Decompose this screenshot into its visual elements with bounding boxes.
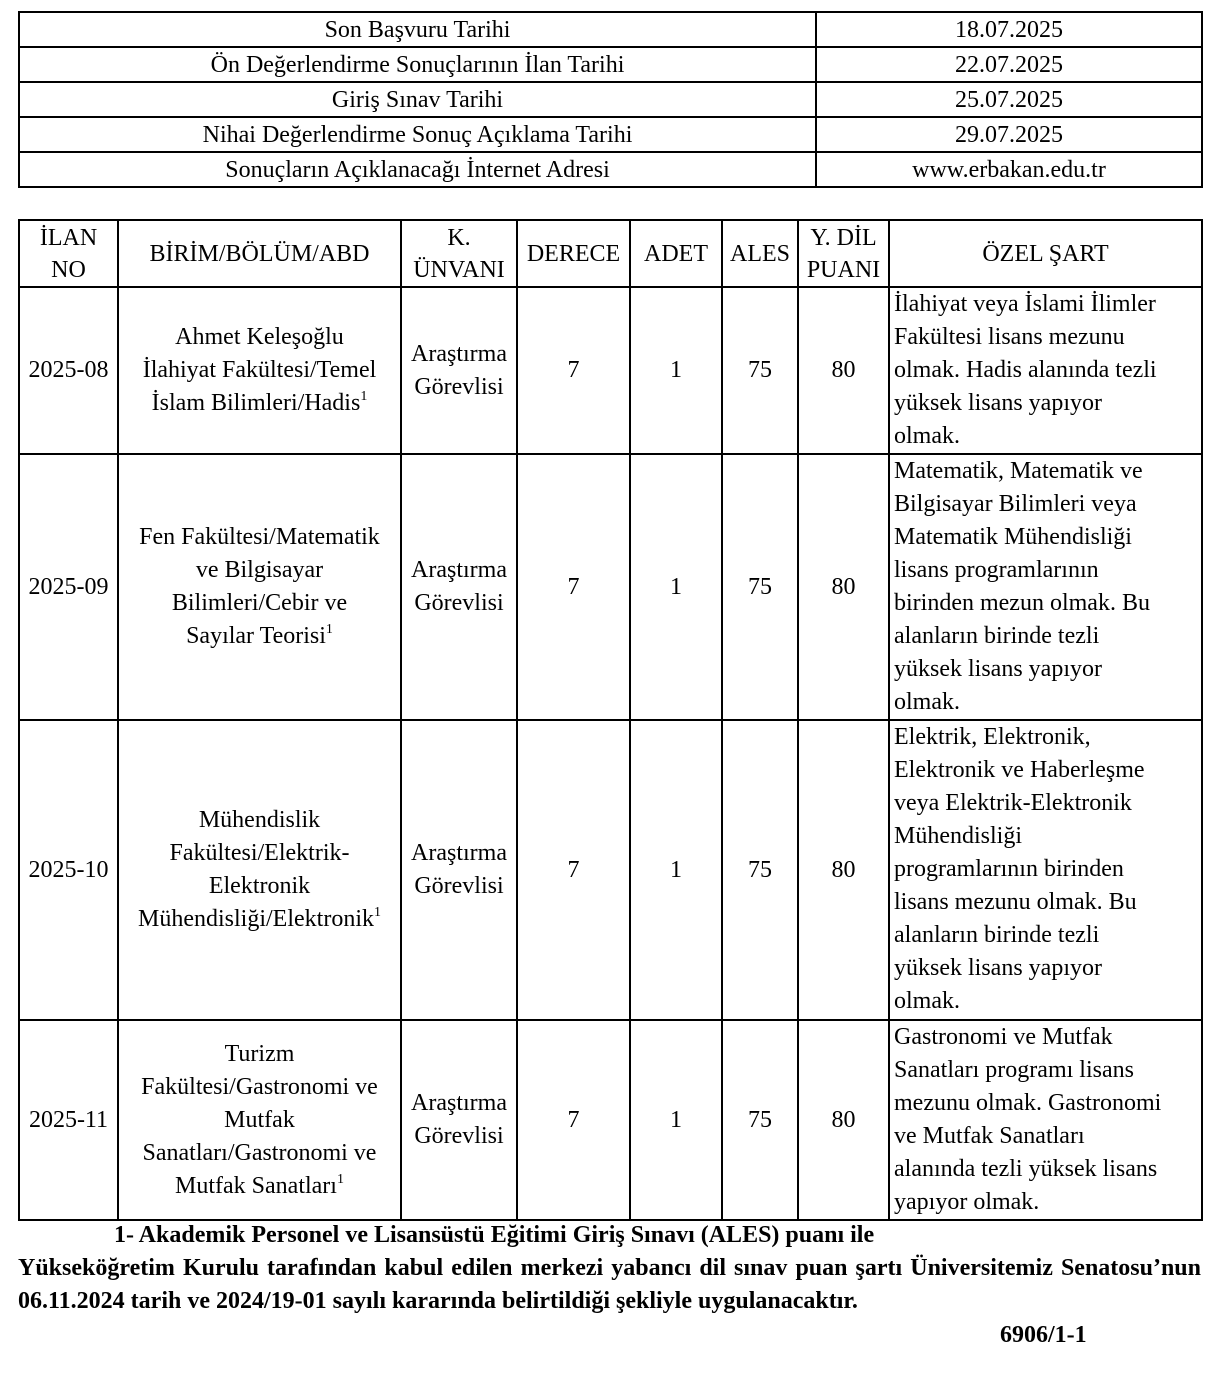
- unvan-cell: [401, 287, 517, 454]
- text-line: İlahiyat Fakültesi/Temel: [142, 357, 377, 383]
- col-header-ilan-no: İLAN NO: [19, 220, 118, 287]
- text-line: olmak.: [894, 689, 960, 715]
- date-value: 29.07.2025: [816, 117, 1202, 152]
- footnote-mark: 1: [360, 389, 368, 404]
- text-line: Görevlisi: [414, 873, 504, 899]
- col-header-dil-puani: Y. DİL PUANI: [798, 220, 889, 287]
- text-line: Görevlisi: [414, 1123, 504, 1149]
- footnote-mark: 1: [336, 1171, 344, 1187]
- footnote-mark: 1: [373, 905, 381, 920]
- text-line: Fakültesi lisans mezunu: [894, 324, 1125, 350]
- text-line: Araştırma: [411, 840, 507, 866]
- text-line: Görevlisi: [414, 373, 504, 400]
- date-row: [19, 117, 1202, 152]
- ales-cell: 75: [722, 1020, 798, 1220]
- text-line: alanında tezli yüksek lisans: [894, 1156, 1158, 1182]
- text-line: İslam Bilimleri/Hadis: [151, 390, 361, 416]
- position-row: [19, 287, 1202, 454]
- birim-cell: [118, 287, 401, 454]
- unvan-cell: [401, 1020, 517, 1220]
- birim-cell: [118, 1020, 401, 1220]
- date-label: Sonuçların Açıklanacağı İnternet Adresi: [19, 152, 816, 187]
- ilan-no-cell: 2025-08: [19, 287, 118, 454]
- ilan-no-cell: 2025-09: [19, 454, 118, 720]
- text-line: Elektronik ve Haberleşme: [894, 757, 1145, 783]
- adet-cell: 1: [630, 454, 722, 720]
- text-line: Sayılar Teorisi: [186, 623, 326, 649]
- dil-puani-cell: 80: [798, 1020, 889, 1220]
- unvan-cell: [401, 720, 517, 1020]
- col-header-birim: BİRİM/BÖLÜM/ABD: [118, 220, 401, 287]
- footnote-mark: 1: [325, 622, 333, 637]
- derece-cell: 7: [517, 720, 630, 1020]
- date-value: 22.07.2025: [816, 47, 1202, 82]
- text-line: Mühendisliği: [894, 823, 1023, 849]
- derece-cell: 7: [517, 1020, 630, 1220]
- text-line: mezunu olmak. Gastronomi: [894, 1090, 1162, 1116]
- date-row: [19, 47, 1202, 82]
- footnote-line-3: Senatosu’nun 06.11.2024 tarih ve 2024/19-01 sayılı kararında belirtildiği şekliyle uygulanacaktır.: [18, 1255, 1201, 1314]
- text-line: Araştırma: [411, 340, 507, 367]
- text-line: birinden mezun olmak. Bu: [894, 590, 1150, 616]
- text-line: olmak. Hadis alanında tezli: [894, 357, 1157, 383]
- text-line: Gastronomi ve Mutfak: [894, 1024, 1113, 1050]
- adet-cell: 1: [630, 287, 722, 454]
- ozel-sart-cell: [889, 287, 1202, 454]
- date-row: [19, 82, 1202, 117]
- date-label: Son Başvuru Tarihi: [19, 12, 816, 47]
- text-line: yüksek lisans yapıyor: [894, 656, 1102, 682]
- text-line: ve Mutfak Sanatları: [894, 1123, 1085, 1149]
- col-header-unvan: K. ÜNVANI: [401, 220, 517, 287]
- text-line: olmak.: [894, 423, 960, 449]
- text-line: alanların birinde tezli: [894, 623, 1100, 649]
- ozel-sart-cell: [889, 454, 1202, 720]
- birim-cell: [118, 720, 401, 1020]
- date-row: [19, 12, 1202, 47]
- text-line: olmak.: [894, 988, 960, 1014]
- text-line: Mutfak: [224, 1106, 295, 1133]
- ales-cell: 75: [722, 287, 798, 454]
- text-line: Sanatları/Gastronomi ve: [142, 1139, 377, 1166]
- text-line: Görevlisi: [414, 590, 504, 616]
- birim-cell: [118, 454, 401, 720]
- header-row: [19, 220, 1202, 287]
- col-header-adet: ADET: [630, 220, 722, 287]
- date-label: Giriş Sınav Tarihi: [19, 82, 816, 117]
- text-line: yüksek lisans yapıyor: [894, 390, 1102, 416]
- text-line: Ahmet Keleşoğlu: [175, 324, 344, 350]
- ilan-no-cell: 2025-11: [19, 1020, 118, 1220]
- derece-cell: 7: [517, 454, 630, 720]
- ozel-sart-cell: [889, 720, 1202, 1020]
- adet-cell: 1: [630, 1020, 722, 1220]
- text-line: alanların birinde tezli: [894, 922, 1100, 948]
- position-row: [19, 1020, 1202, 1220]
- text-line: Mühendisliği/Elektronik: [138, 906, 374, 932]
- text-line: Sanatları programı lisans: [894, 1057, 1134, 1083]
- text-line: yapıyor olmak.: [894, 1189, 1040, 1215]
- footnote-line-1: 1- Akademik Personel ve Lisansüstü Eğitimi Giriş Sınavı (ALES) puanı ile: [114, 1222, 875, 1248]
- key-dates-body: [19, 12, 1202, 187]
- ales-cell: 75: [722, 720, 798, 1020]
- text-line: Matematik Mühendisliği: [894, 524, 1132, 550]
- text-line: ve Bilgisayar: [195, 557, 324, 583]
- text-line: Bilimleri/Cebir ve: [171, 590, 348, 616]
- ales-cell: 75: [722, 454, 798, 720]
- dil-puani-cell: 80: [798, 720, 889, 1020]
- footnote-line-2: Yükseköğretim Kurulu tarafından kabul edilen merkezi yabancı dil sınav puan şartı Üniversitemiz: [18, 1255, 1053, 1281]
- key-dates-table: [18, 11, 1203, 188]
- text-line: Mutfak Sanatları: [175, 1172, 337, 1199]
- date-label: Nihai Değerlendirme Sonuç Açıklama Tarihi: [19, 117, 816, 152]
- text-line: veya Elektrik-Elektronik: [894, 790, 1132, 816]
- text-line: Turizm: [224, 1040, 295, 1067]
- positions-header: [19, 220, 1202, 287]
- date-row: [19, 152, 1202, 187]
- text-line: Bilgisayar Bilimleri veya: [894, 491, 1137, 517]
- text-line: İlahiyat veya İslami İlimler: [894, 291, 1156, 317]
- document-code: 6906/1-1: [1000, 1322, 1087, 1348]
- text-line: lisans mezunu olmak. Bu: [894, 889, 1137, 915]
- text-line: Elektronik: [208, 873, 311, 899]
- positions-table: [18, 219, 1203, 1221]
- text-line: Fen Fakültesi/Matematik: [139, 524, 380, 550]
- date-value: 18.07.2025: [816, 12, 1202, 47]
- text-line: Elektrik, Elektronik,: [894, 724, 1091, 750]
- text-line: Mühendislik: [198, 807, 321, 833]
- text-line: Fakültesi/Gastronomi ve: [141, 1073, 378, 1100]
- footnote: [18, 1219, 1201, 1318]
- col-header-derece: DERECE: [517, 220, 630, 287]
- date-label: Ön Değerlendirme Sonuçlarının İlan Tarihi: [19, 47, 816, 82]
- text-line: programlarının birinden: [894, 856, 1124, 882]
- text-line: Araştırma: [411, 557, 507, 583]
- position-row: [19, 720, 1202, 1020]
- text-line: Matematik, Matematik ve: [894, 458, 1143, 484]
- dil-puani-cell: 80: [798, 454, 889, 720]
- position-row: [19, 454, 1202, 720]
- date-value: www.erbakan.edu.tr: [816, 152, 1202, 187]
- text-line: lisans programlarının: [894, 557, 1099, 583]
- text-line: Fakültesi/Elektrik-: [169, 840, 350, 866]
- text-line: Araştırma: [411, 1090, 507, 1116]
- text-line: yüksek lisans yapıyor: [894, 955, 1102, 981]
- derece-cell: 7: [517, 287, 630, 454]
- col-header-ozel-sart: ÖZEL ŞART: [889, 220, 1202, 287]
- ilan-no-cell: 2025-10: [19, 720, 118, 1020]
- col-header-ales: ALES: [722, 220, 798, 287]
- date-value: 25.07.2025: [816, 82, 1202, 117]
- dil-puani-cell: 80: [798, 287, 889, 454]
- unvan-cell: [401, 454, 517, 720]
- adet-cell: 1: [630, 720, 722, 1020]
- positions-body: [19, 287, 1202, 1220]
- ozel-sart-cell: [889, 1020, 1202, 1220]
